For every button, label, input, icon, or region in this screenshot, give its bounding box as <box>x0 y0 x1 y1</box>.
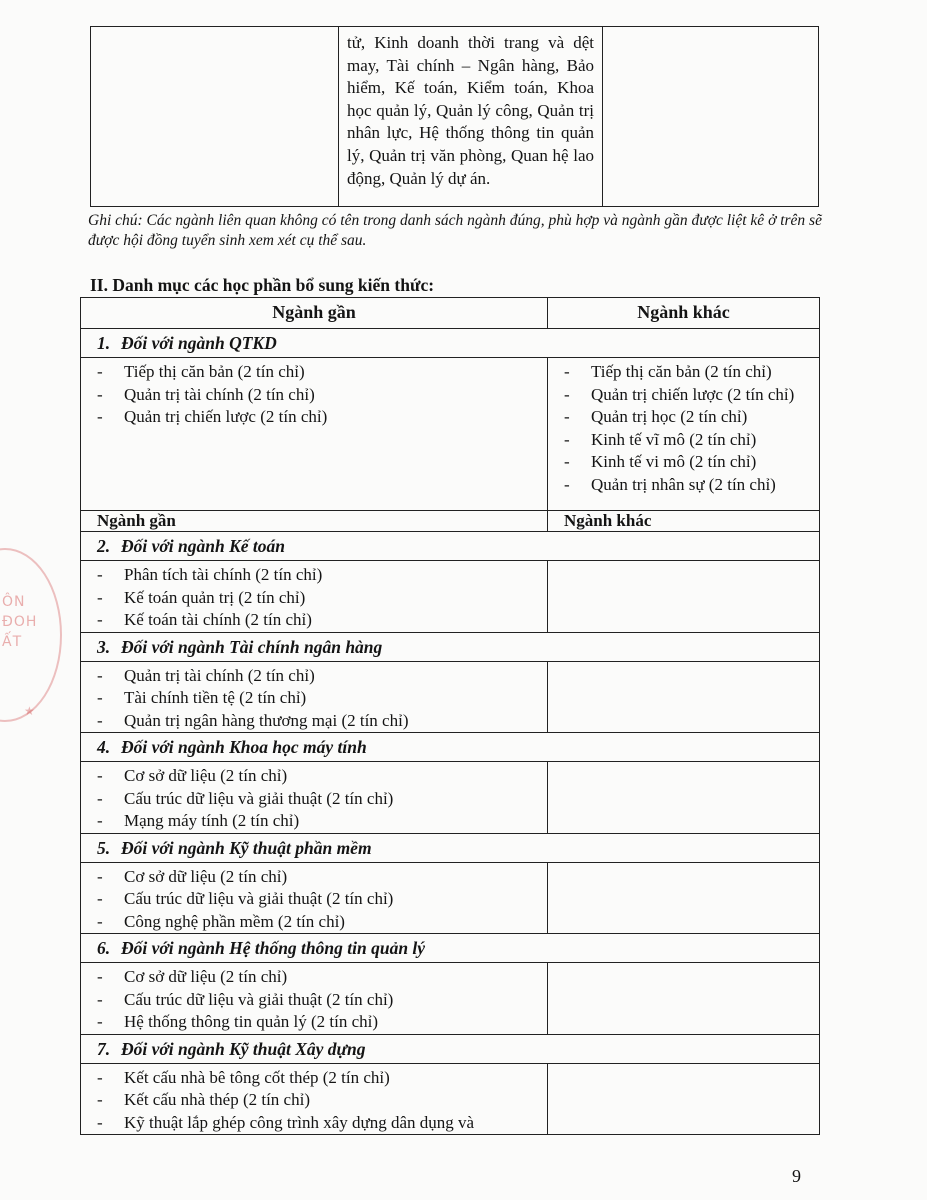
group-title <box>81 329 820 358</box>
group-number: 1. <box>97 333 111 353</box>
list-item: - Kết cấu nhà bê tông cốt thép (2 tín chỉ) <box>97 1067 547 1090</box>
close-major-courses <box>81 862 548 934</box>
group-number: 7. <box>97 1038 111 1059</box>
list-item: - Cơ sở dữ liệu (2 tín chỉ) <box>97 765 547 788</box>
group-row <box>81 632 820 661</box>
courses-row <box>81 963 820 1035</box>
group-row <box>81 532 820 561</box>
list-item: - Cấu trúc dữ liệu và giải thuật (2 tín chỉ) <box>97 888 547 911</box>
courses-row <box>81 1063 820 1135</box>
group-title <box>81 934 820 963</box>
group-title <box>81 532 820 561</box>
list-item: - Phân tích tài chính (2 tín chỉ) <box>97 564 547 587</box>
group-title <box>81 833 820 862</box>
close-major-courses <box>81 358 548 511</box>
courses-row <box>81 561 820 633</box>
list-item: - Tiếp thị căn bản (2 tín chỉ) <box>564 361 819 384</box>
related-majors-cell: tử, Kinh doanh thời trang và dệt may, Tài chính – Ngân hàng, Bảo hiểm, Kế toán, Kiểm toán, Khoa học quản lý, Quản lý công, Quản trị nhân lực, Hệ thống thông tin quản lý, Quản trị văn phòng, Quan hệ lao động, Quản lý dự án. <box>339 27 603 207</box>
group-title-text: Đối với ngành Kỹ thuật Xây dựng <box>121 1038 366 1059</box>
courses-row <box>81 358 820 511</box>
list-item: - Quản trị chiến lược (2 tín chỉ) <box>564 384 819 407</box>
related-majors-table-continued <box>90 26 819 207</box>
list-item: - Quản trị học (2 tín chỉ) <box>564 406 819 429</box>
list-item: - Hệ thống thông tin quản lý (2 tín chỉ) <box>97 1011 547 1034</box>
other-major-courses <box>548 963 820 1035</box>
list-item: - Kế toán quản trị (2 tín chỉ) <box>97 587 547 610</box>
list-item: - Mạng máy tính (2 tín chỉ) <box>97 810 547 833</box>
group-row <box>81 934 820 963</box>
page-number: 9 <box>792 1166 801 1186</box>
list-item: - Quản trị chiến lược (2 tín chỉ) <box>97 406 547 429</box>
group-title <box>81 1034 820 1063</box>
close-major-courses <box>81 661 548 733</box>
close-major-courses <box>81 1063 548 1135</box>
sub-header-row <box>81 511 820 532</box>
subheader-other-major: Ngành khác <box>548 511 820 532</box>
header-other-major: Ngành khác <box>548 298 820 329</box>
empty-cell <box>603 27 819 207</box>
close-major-courses <box>81 963 548 1035</box>
list-item: - Cấu trúc dữ liệu và giải thuật (2 tín chỉ) <box>97 989 547 1012</box>
group-number: 6. <box>97 938 111 958</box>
list-item: - Quản trị ngân hàng thương mại (2 tín chỉ) <box>97 710 547 733</box>
subheader-close-major: Ngành gần <box>81 511 548 532</box>
other-major-courses <box>548 358 820 511</box>
group-title-text: Đối với ngành Khoa học máy tính <box>121 737 367 757</box>
other-major-courses <box>548 862 820 934</box>
group-row <box>81 833 820 862</box>
table-header-row <box>81 298 820 329</box>
section-title: II. Danh mục các học phần bổ sung kiến thức: <box>90 275 435 295</box>
group-title-text: Đối với ngành Kế toán <box>121 536 286 556</box>
note-text: Ghi chú: Các ngành liên quan không có tên trong danh sách ngành đúng, phù hợp và ngành gần được liệt kê ở trên sẽ được hội đồng tuyển sinh xem xét cụ thể sau. <box>88 212 822 249</box>
group-title <box>81 632 820 661</box>
list-item: - Quản trị tài chính (2 tín chỉ) <box>97 665 547 688</box>
supplementary-courses-table <box>80 297 820 1135</box>
group-row <box>81 1034 820 1063</box>
group-title-text: Đối với ngành QTKD <box>121 333 277 353</box>
list-item: - Cơ sở dữ liệu (2 tín chỉ) <box>97 966 547 989</box>
header-close-major: Ngành gần <box>81 298 548 329</box>
close-major-courses <box>81 762 548 834</box>
stamp-star-icon: ★ <box>24 704 35 718</box>
group-title <box>81 733 820 762</box>
list-item: - Kinh tế vi mô (2 tín chỉ) <box>564 451 819 474</box>
group-row <box>81 733 820 762</box>
group-title-text: Đối với ngành Tài chính ngân hàng <box>121 636 383 657</box>
list-item: - Tiếp thị căn bản (2 tín chỉ) <box>97 361 547 384</box>
group-number: 2. <box>97 536 111 556</box>
list-item: - Quản trị nhân sự (2 tín chỉ) <box>564 474 819 497</box>
other-major-courses <box>548 762 820 834</box>
group-number: 4. <box>97 737 111 757</box>
list-item: - Kinh tế vĩ mô (2 tín chỉ) <box>564 429 819 452</box>
courses-row <box>81 661 820 733</box>
list-item: - Kế toán tài chính (2 tín chỉ) <box>97 609 547 632</box>
other-major-courses <box>548 1063 820 1135</box>
group-title-text: Đối với ngành Hệ thống thông tin quản lý <box>121 938 426 958</box>
group-number: 3. <box>97 636 111 657</box>
courses-row <box>81 862 820 934</box>
group-row <box>81 329 820 358</box>
list-item: - Kết cấu nhà thép (2 tín chỉ) <box>97 1089 547 1112</box>
list-item: - Cấu trúc dữ liệu và giải thuật (2 tín chỉ) <box>97 788 547 811</box>
list-item: - Tài chính tiền tệ (2 tín chỉ) <box>97 687 547 710</box>
close-major-courses <box>81 561 548 633</box>
list-item: - Công nghệ phần mềm (2 tín chỉ) <box>97 911 547 934</box>
group-title-text: Đối với ngành Kỹ thuật phần mềm <box>121 837 372 858</box>
empty-cell <box>91 27 339 207</box>
list-item: - Kỹ thuật lắp ghép công trình xây dựng dân dụng và <box>97 1112 547 1135</box>
other-major-courses <box>548 561 820 633</box>
list-item: - Quản trị tài chính (2 tín chỉ) <box>97 384 547 407</box>
stamp-fragment: ÔN ĐOH ẤT <box>2 594 38 650</box>
list-item: - Cơ sở dữ liệu (2 tín chỉ) <box>97 866 547 889</box>
courses-row <box>81 762 820 834</box>
other-major-courses <box>548 661 820 733</box>
group-number: 5. <box>97 837 111 858</box>
